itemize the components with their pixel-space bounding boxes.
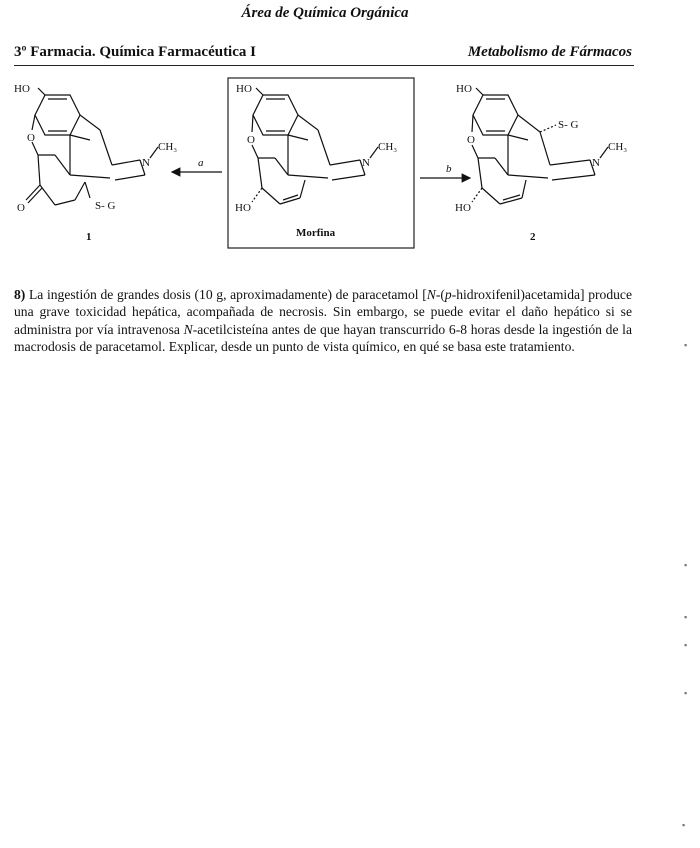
problem-italic-n1: N xyxy=(426,287,436,302)
arrow-a-label: a xyxy=(198,157,204,169)
mol1-caption: 1 xyxy=(86,231,92,243)
problem-number: 8) xyxy=(14,287,26,302)
problem-8 xyxy=(14,286,632,356)
arrow-b-label: b xyxy=(446,163,452,175)
course-title: 3º Farmacia. Química Farmacéutica I xyxy=(14,44,256,60)
mol2-n-label: N xyxy=(592,157,600,169)
mol1-n-label: N xyxy=(142,157,150,169)
mol2-ch3-label: CH₃ xyxy=(608,141,628,153)
mol1-sg-label: S- G xyxy=(95,200,116,212)
morphine-oxygen-label: O xyxy=(247,134,255,146)
scan-speck: ▪ xyxy=(684,640,688,650)
header-rule xyxy=(14,65,634,66)
mol2-caption: 2 xyxy=(530,231,536,243)
morphine-ch3-label: CH₃ xyxy=(378,141,398,153)
morphine-box xyxy=(228,78,414,248)
morphine-caption: Morfina xyxy=(296,227,336,239)
molecule-1 xyxy=(26,88,158,205)
mol2-oxygen-label: O xyxy=(467,134,475,146)
morphine-ho-bottom-label: HO xyxy=(235,202,251,214)
problem-text-part4: -acetilcisteína antes de que hayan transcurrido 6-8 horas desde la ingestión de la macrodosis de paracetamol. Explicar, desde un punto de vista químico, en qué se basa este tratamiento. xyxy=(14,321,632,355)
mol1-ring-oxygen-label: O xyxy=(27,132,35,144)
scan-speck: ▪ xyxy=(684,560,688,570)
problem-italic-n2: N xyxy=(183,321,193,337)
mol2-sg-label: S- G xyxy=(558,119,579,131)
problem-italic-p: p xyxy=(444,287,452,302)
morphine-ho-top-label: HO xyxy=(236,83,252,95)
molecule-2 xyxy=(472,88,608,204)
mol1-ho-label: HO xyxy=(14,83,30,95)
problem-text-part2: -( xyxy=(435,287,445,302)
mol1-keto-oxygen-label: O xyxy=(17,202,25,214)
problem-text-part3: -hidroxifenil)acetamida] produce una grave toxicidad hepática, acompañada de necrosis. Sin embargo, se puede evitar el daño hepático si se administra por vía intravenosa xyxy=(14,287,632,337)
molecule-morphine xyxy=(252,88,378,204)
morphine-n-label: N xyxy=(362,157,370,169)
mol2-ho-top-label: HO xyxy=(456,83,472,95)
reaction-scheme xyxy=(0,70,700,260)
problem-text-part1: La ingestión de grandes dosis (10 g, aproximadamente) de paracetamol [ xyxy=(25,287,427,302)
mol2-ho-bottom-label: HO xyxy=(455,202,471,214)
topic-title: Metabolismo de Fármacos xyxy=(467,44,632,60)
scan-speck: ▪ xyxy=(684,340,688,350)
scan-speck: ▪ xyxy=(684,688,688,698)
mol1-ch3-label: CH₃ xyxy=(158,141,178,153)
area-title: Área de Química Orgánica xyxy=(241,5,409,21)
scan-speck: ▪ xyxy=(682,820,686,830)
scan-speck: ▪ xyxy=(684,612,688,622)
